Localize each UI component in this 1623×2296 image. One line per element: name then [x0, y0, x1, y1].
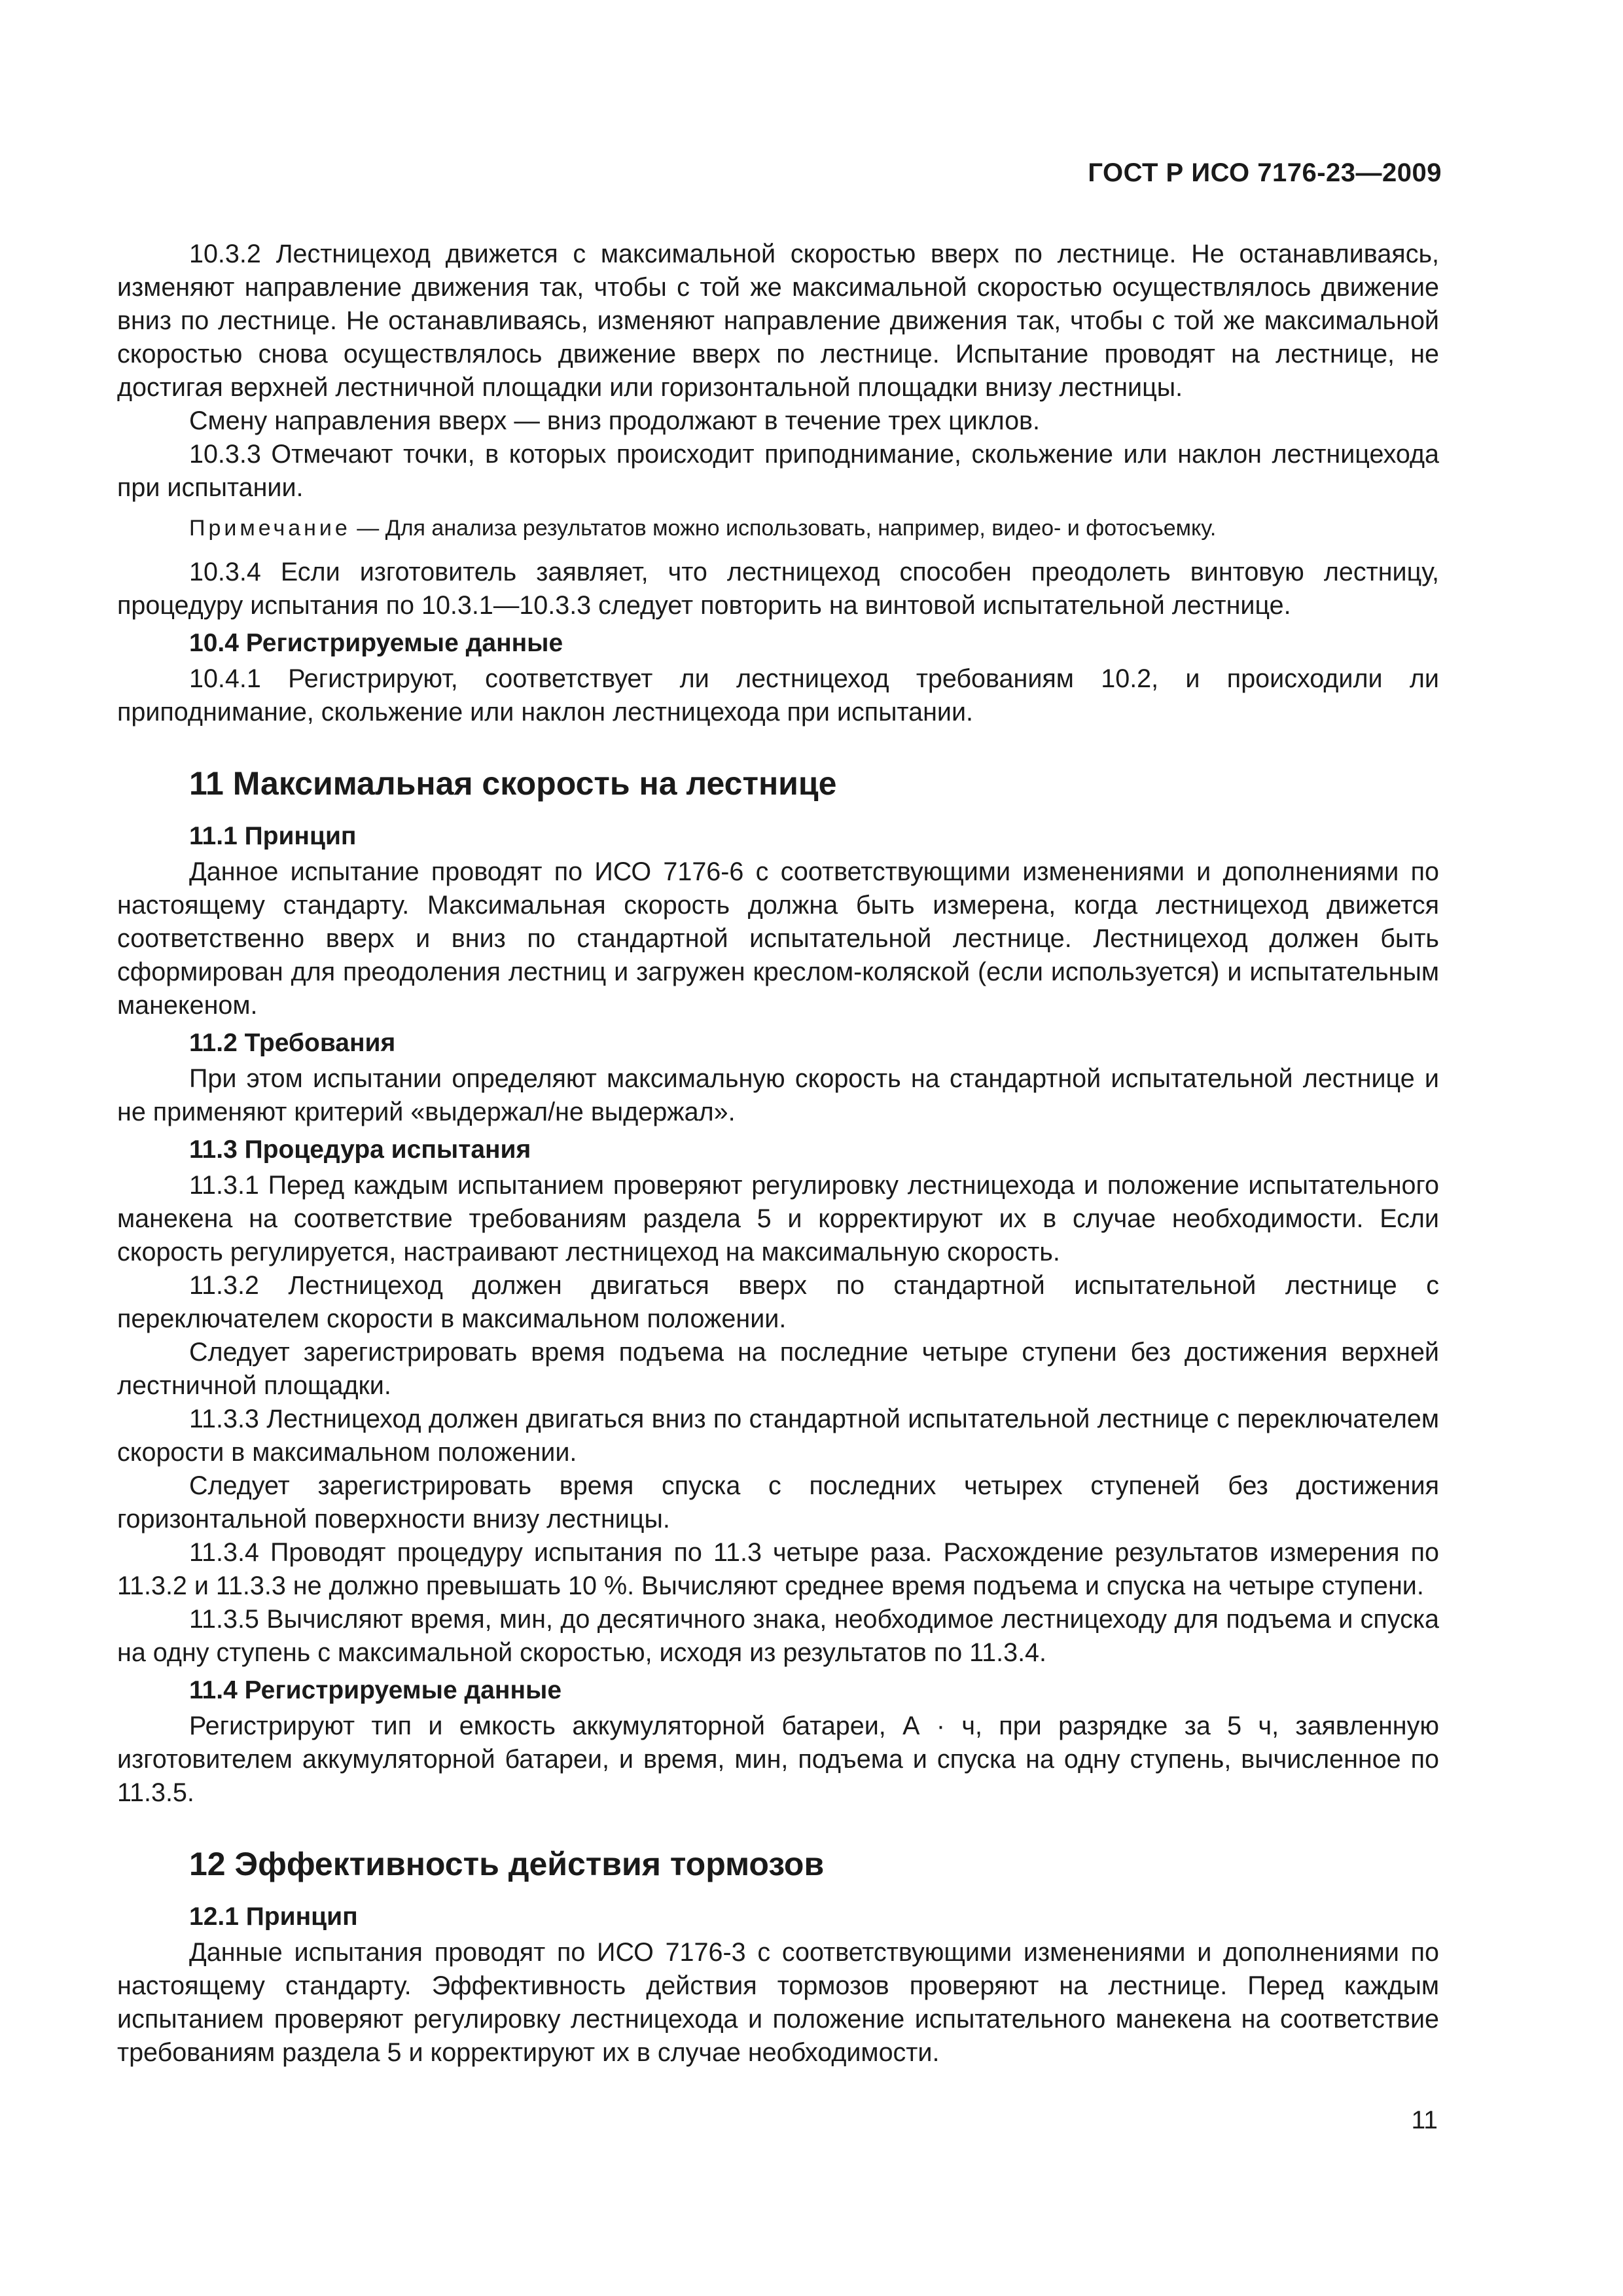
note-text: — Для анализа результатов можно использовать, например, видео- и фотосъемку.	[350, 516, 1217, 541]
subsection-heading: 11.2 Требования	[189, 1029, 396, 1057]
section-heading: 11 Максимальная скорость на лестнице	[189, 765, 837, 802]
paragraph: 10.4.1 Регистрируют, соответствует ли лестницеход требованиям 10.2, и происходили ли приподнимание, скольжение или наклон лестницехода при испытании.	[117, 664, 1439, 726]
subsection-heading: 11.3 Процедура испытания	[189, 1136, 531, 1164]
paragraph: Данные испытания проводят по ИСО 7176-3 с соответствующими изменениями и дополнениями по настоящему стандарту. Эффективность действия тормозов проверяют на лестнице. Перед каждым испытанием проверяют регулировку лестницехода и положение испытательного манекена на соответствие требованиям раздела 5 и корректируют их в случае необходимости.	[117, 1938, 1439, 2067]
subsection-heading: 11.4 Регистрируемые данные	[189, 1676, 562, 1704]
paragraph: 11.3.1 Перед каждым испытанием проверяют регулировку лестницехода и положение испытательного манекена на соответствие требованиям раздела 5 и корректируют их в случае необходимости. Если скорость регулируется, настраивают лестницеход на максимальную скорость.	[117, 1171, 1439, 1266]
document-body	[117, 238, 1439, 2070]
paragraph: Данное испытание проводят по ИСО 7176-6 с соответствующими изменениями и дополнениями по настоящему стандарту. Максимальная скорость должна быть измерена, когда лестницеход движется соответственно вверх и вниз по стандартной испытательной лестнице. Лестницеход должен быть сформирован для преодоления лестниц и загружен креслом-коляской (если используется) и испытательным манекеном.	[117, 857, 1439, 1020]
paragraph: Следует зарегистрировать время спуска с последних четырех ступеней без достижения горизонтальной поверхности внизу лестницы.	[117, 1471, 1439, 1534]
paragraph: 10.3.3 Отмечают точки, в которых происходит приподнимание, скольжение или наклон лестницехода при испытании.	[117, 440, 1439, 502]
subsection-heading: 11.1 Принцип	[189, 822, 357, 850]
paragraph: При этом испытании определяют максимальную скорость на стандартной испытательной лестнице и не применяют критерий «выдержал/не выдержал».	[117, 1064, 1439, 1126]
subsection-heading: 10.4 Регистрируемые данные	[189, 629, 563, 657]
paragraph: Следует зарегистрировать время подъема на последние четыре ступени без достижения верхней лестничной площадки.	[117, 1338, 1439, 1400]
note-label: Примечание	[189, 516, 351, 541]
subsection-heading: 12.1 Принцип	[189, 1903, 358, 1931]
page-number: 11	[1411, 2106, 1438, 2134]
paragraph: 10.3.4 Если изготовитель заявляет, что лестницеход способен преодолеть винтовую лестницу, процедуру испытания по 10.3.1—10.3.3 следует повторить на винтовой испытательной лестнице.	[117, 558, 1439, 620]
paragraph: Смену направления вверх — вниз продолжают в течение трех циклов.	[189, 406, 1041, 435]
paragraph: 11.3.4 Проводят процедуру испытания по 11.3 четыре раза. Расхождение результатов измерения по 11.3.2 и 11.3.3 не должно превышать 10 %. Вычисляют среднее время подъема и спуска на четыре ступени.	[117, 1538, 1439, 1600]
document-header: ГОСТ Р ИСО 7176-23—2009	[1088, 158, 1442, 187]
note-paragraph	[117, 514, 1439, 543]
paragraph: 11.3.2 Лестницеход должен двигаться вверх по стандартной испытательной лестнице с переключателем скорости в максимальном положении.	[117, 1271, 1439, 1333]
paragraph: Регистрируют тип и емкость аккумуляторной батареи, А · ч, при разрядке за 5 ч, заявленную изготовителем аккумуляторной батареи, и время, мин, подъема и спуска на одну ступень, вычисленное по 11.3.5.	[117, 1712, 1439, 1807]
paragraph: 11.3.5 Вычисляют время, мин, до десятичного знака, необходимое лестницеходу для подъема и спуска на одну ступень с максимальной скоростью, исходя из результатов по 11.3.4.	[117, 1605, 1439, 1667]
paragraph: 11.3.3 Лестницеход должен двигаться вниз по стандартной испытательной лестнице с переключателем скорости в максимальном положении.	[117, 1405, 1439, 1467]
paragraph: 10.3.2 Лестницеход движется с максимальной скоростью вверх по лестнице. Не останавливаясь, изменяют направление движения так, чтобы с той же максимальной скоростью осуществлялось движение вниз по лестнице. Не останавливаясь, изменяют направление движения так, чтобы с той же максимальной скоростью снова осуществлялось движение вверх по лестнице. Испытание проводят на лестнице, не достигая верхней лестничной площадки или горизонтальной площадки внизу лестницы.	[117, 240, 1439, 402]
section-heading: 12 Эффективность действия тормозов	[189, 1846, 825, 1882]
